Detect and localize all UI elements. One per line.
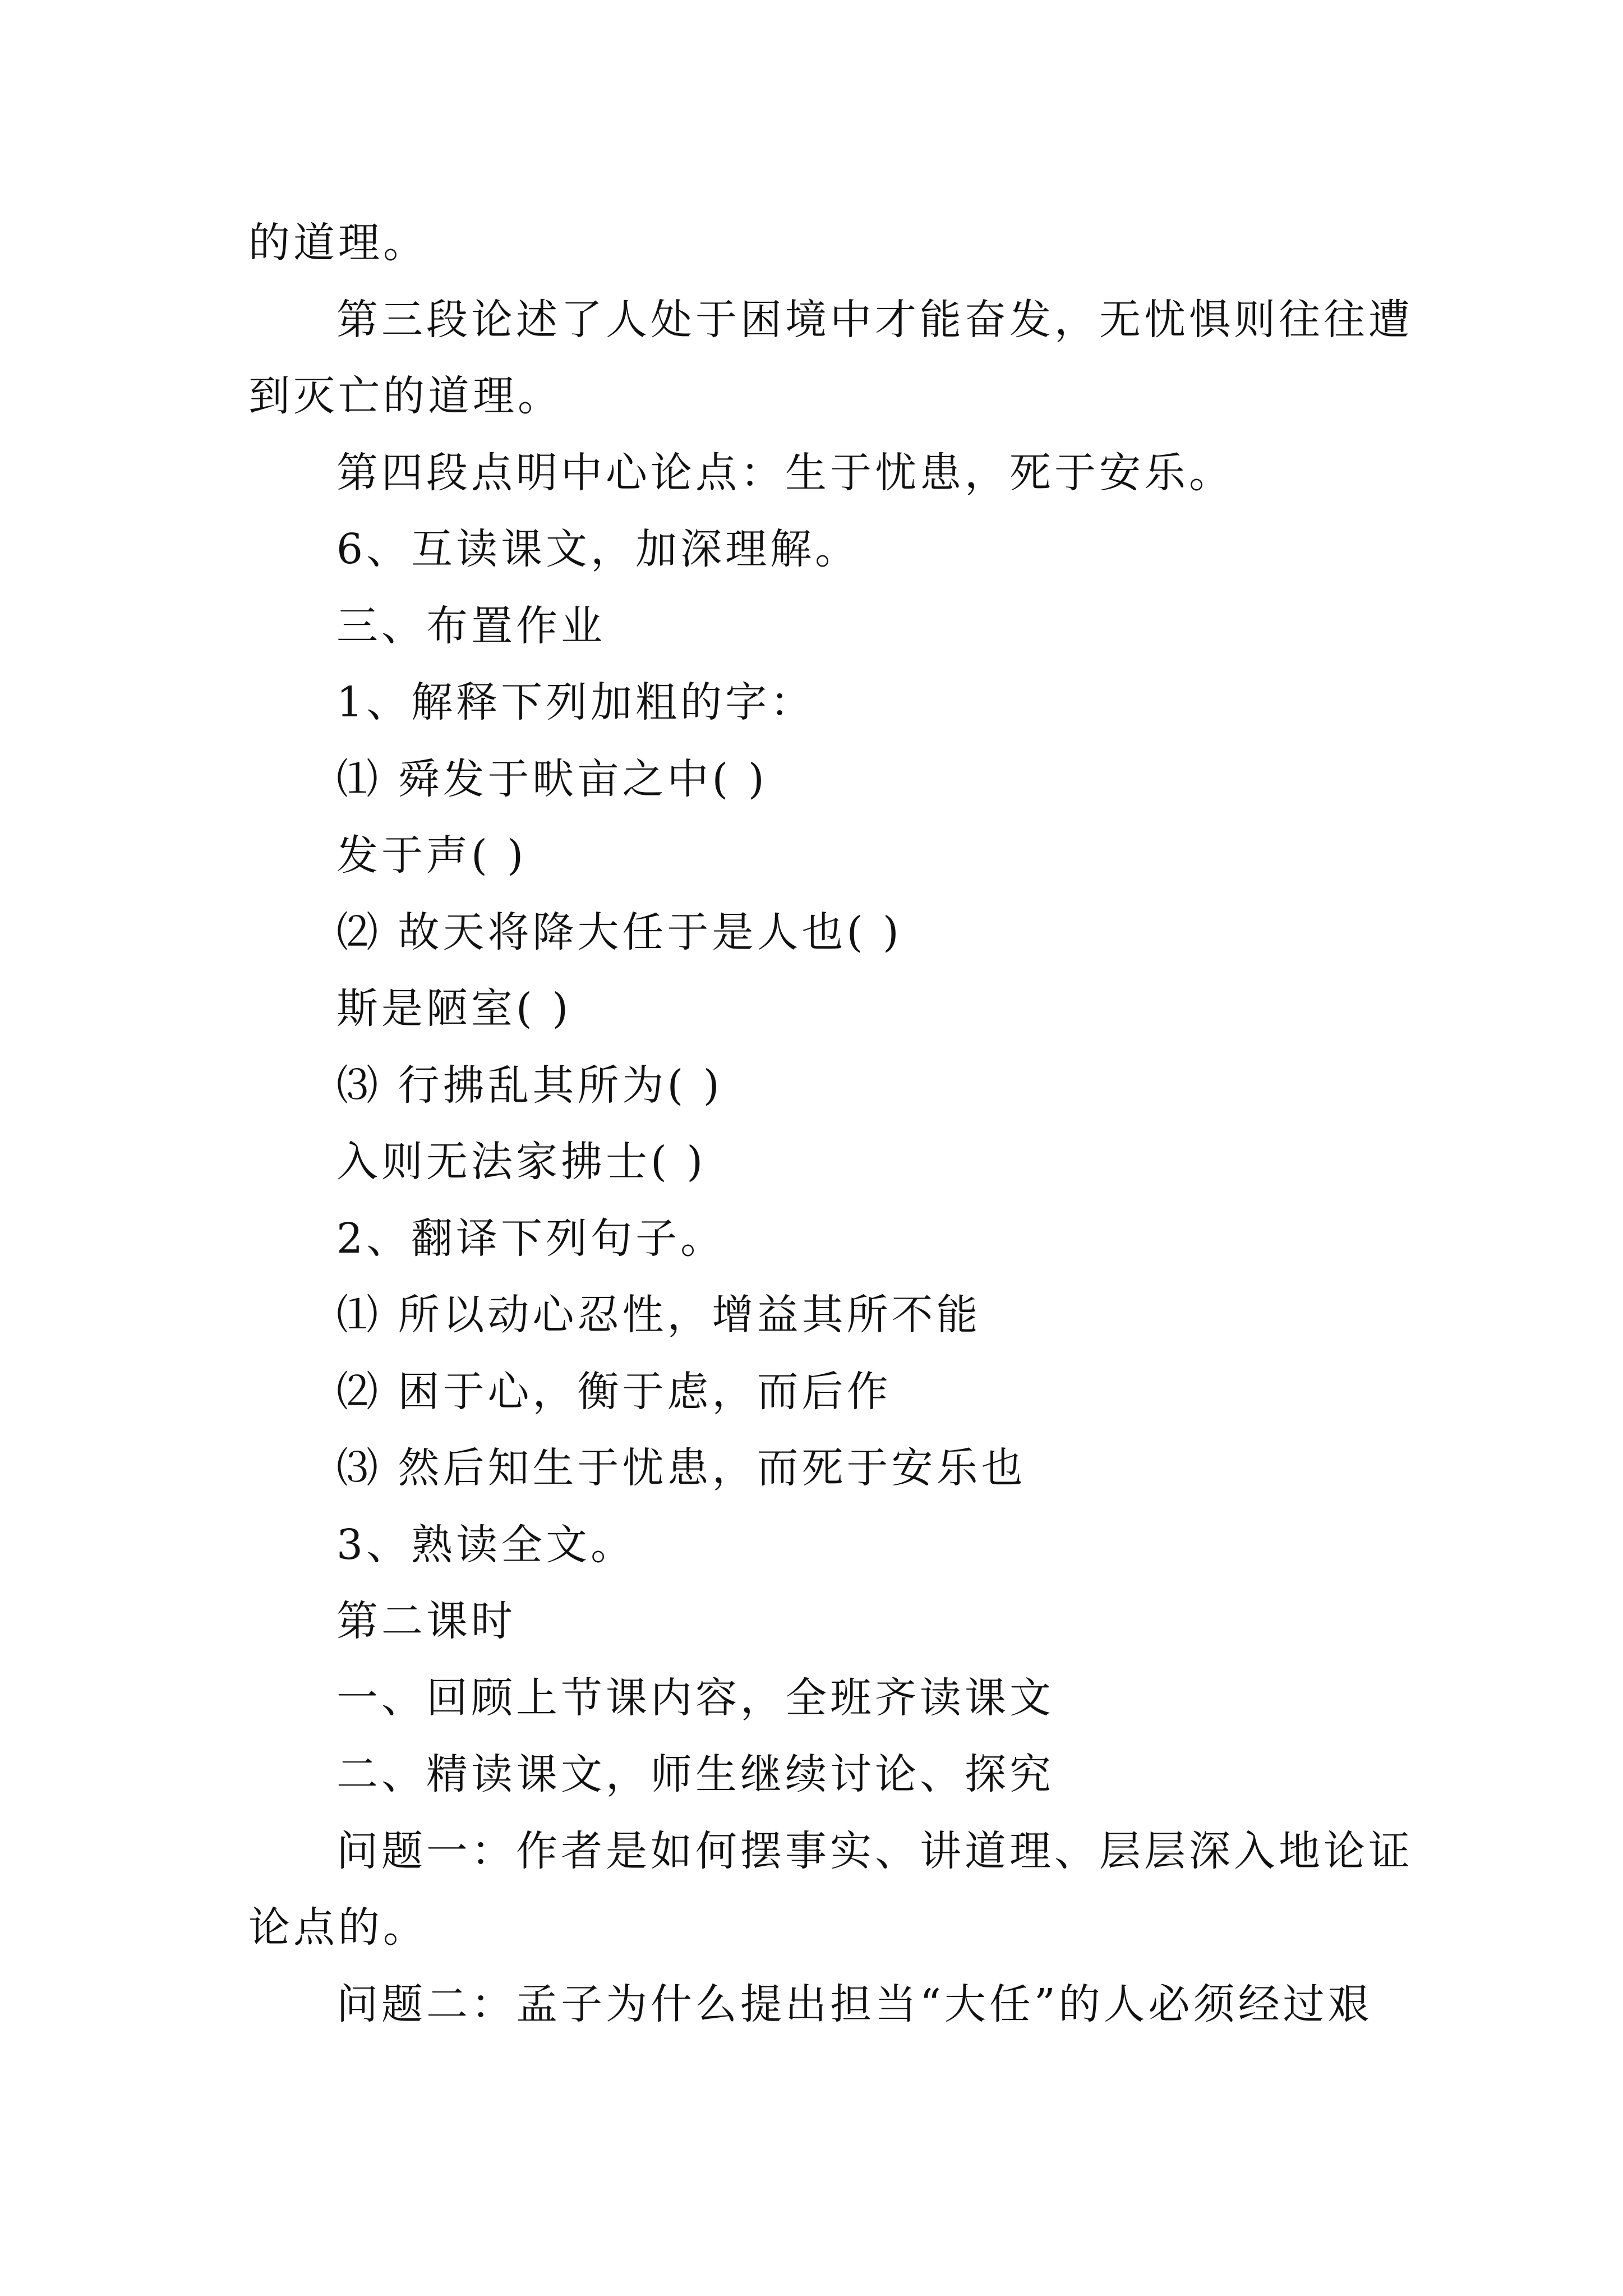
text-line: 2、翻译下列句子。 — [336, 1214, 726, 1263]
exercise-item: ⑶ 行拂乱其所为( ) — [336, 1061, 723, 1110]
exercise-item: 入则无法家拂士( ) — [336, 1138, 707, 1186]
section-heading: 第二课时 — [336, 1597, 516, 1645]
text-line: 3、熟读全文。 — [336, 1520, 636, 1569]
text-line: 问题一：作者是如何摆事实、讲道理、层层深入地论证 — [336, 1826, 1413, 1875]
exercise-item: ⑴ 舜发于畎亩之中( ) — [336, 754, 768, 803]
exercise-item: 斯是陋室( ) — [336, 984, 572, 1033]
text-line: 二、精读课文，师生继续讨论、探究 — [336, 1750, 1054, 1798]
exercise-item: 发于声( ) — [336, 831, 527, 880]
text-line: 的道理。 — [248, 219, 428, 267]
text-line: 到灭亡的道理。 — [248, 372, 562, 420]
exercise-item: ⑶ 然后知生于忧患，而死于安乐也 — [336, 1444, 1026, 1492]
exercise-item: ⑵ 故天将降大任于是人也( ) — [336, 908, 902, 956]
document-body — [248, 205, 1413, 2042]
text-line: 第三段论述了人处于困境中才能奋发，无忧惧则往往遭 — [336, 295, 1413, 344]
text-line: 第四段点明中心论点：生于忧患，死于安乐。 — [336, 448, 1234, 497]
text-line: 问题二：孟子为什么提出担当“大任”的人必须经过艰 — [336, 1980, 1373, 2028]
text-line: 一、回顾上节课内容，全班齐读课文 — [336, 1673, 1054, 1722]
text-line: 6、互读课文，加深理解。 — [336, 525, 860, 573]
section-heading: 三、布置作业 — [336, 601, 606, 650]
text-line: 论点的。 — [248, 1903, 428, 1952]
exercise-item: ⑴ 所以动心忍性，增益其所不能 — [336, 1291, 981, 1339]
exercise-item: ⑵ 困于心，衡于虑，而后作 — [336, 1367, 892, 1416]
text-line: 1、解释下列加粗的字： — [336, 678, 815, 726]
